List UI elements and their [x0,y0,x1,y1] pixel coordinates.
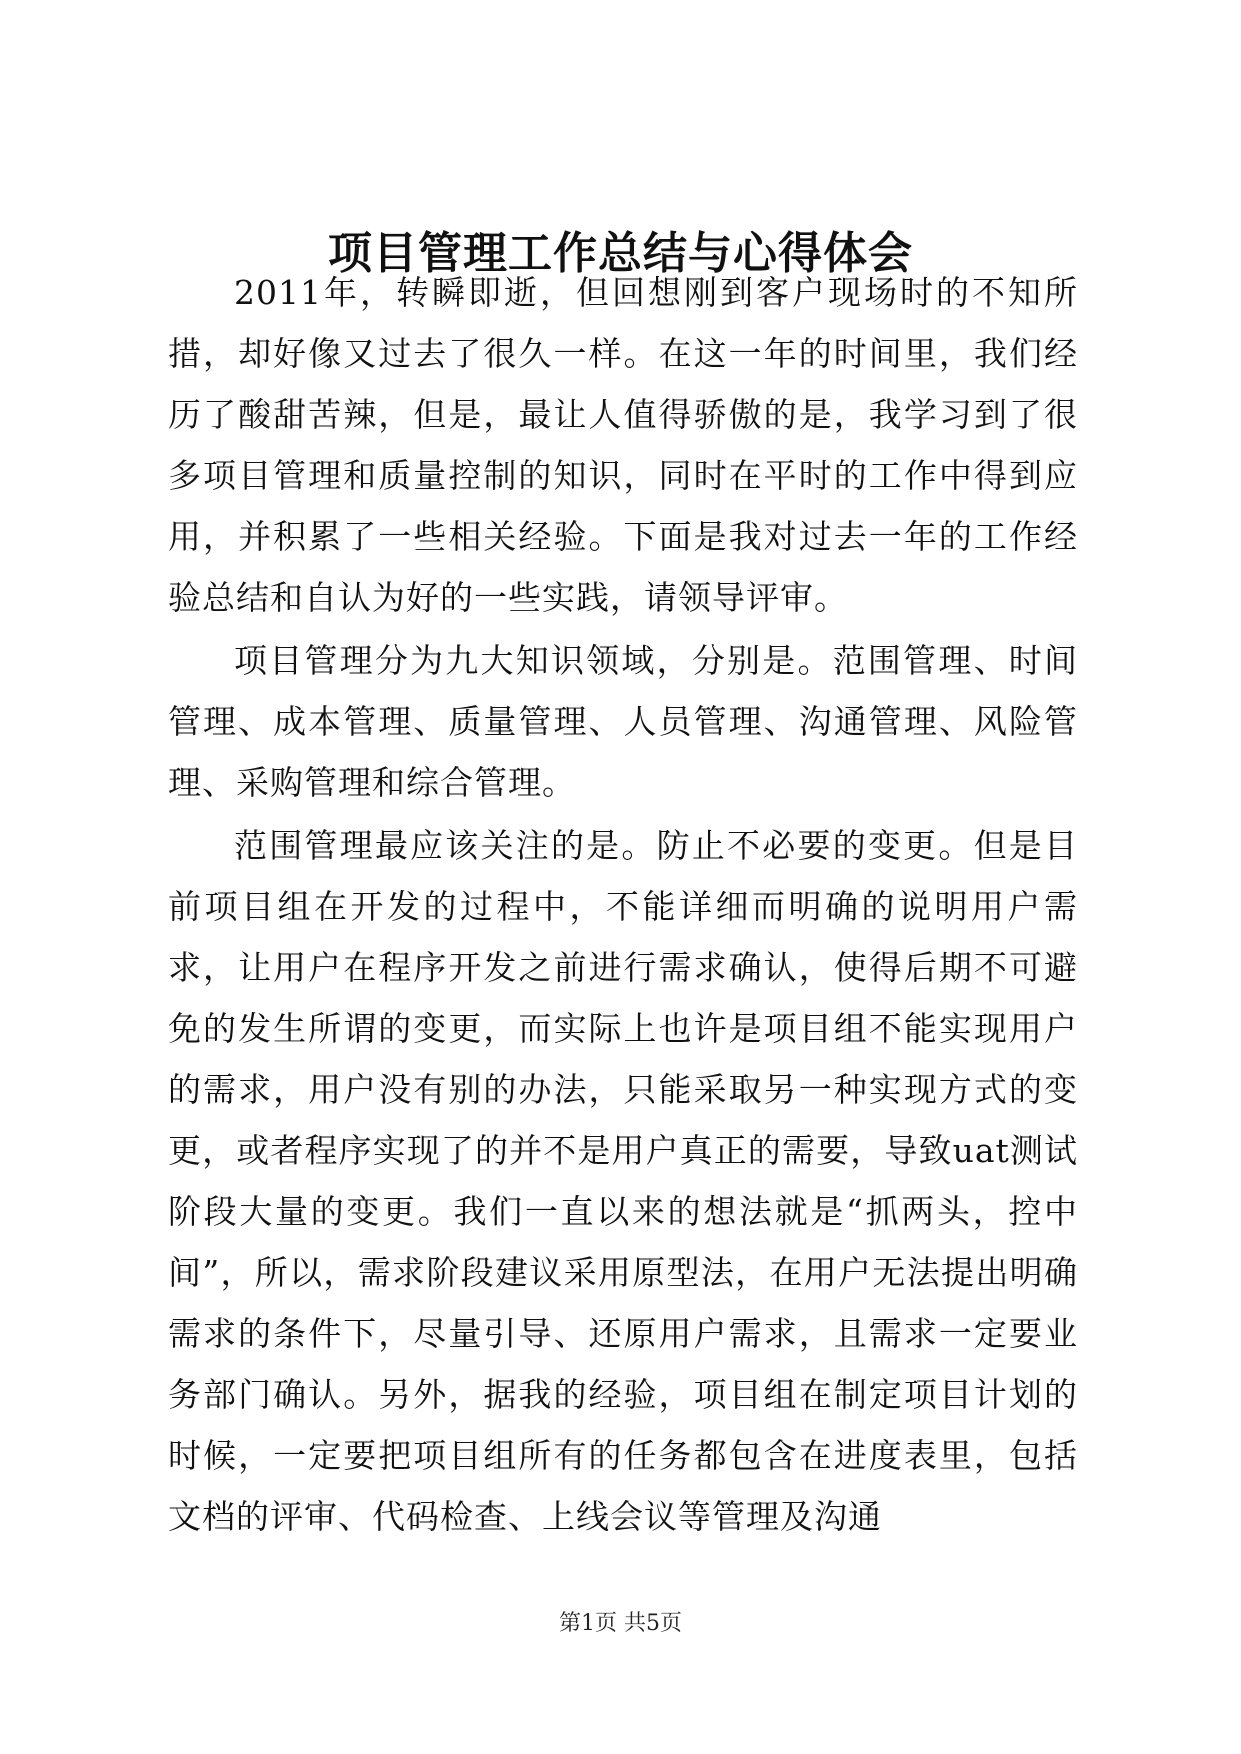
paragraph-scope-management: 范围管理最应该关注的是。防止不必要的变更。但是目前项目组在开发的过程中，不能详细而明确的说明用户需求，让用户在程序开发之前进行需求确认，使得后期不可避免的发生所谓的变更，而实际上也许是项目组不能实现用户的需求，用户没有别的办法，只能采取另一种实现方式的变更，或者程序实现了的并不是用户真正的需要，导致uat测试阶段大量的变更。我们一直以来的想法就是“抓两头，控中间”，所以，需求阶段建议采用原型法，在用户无法提出明确需求的条件下，尽量引导、还原用户需求，且需求一定要业务部门确认。另外，据我的经验，项目组在制定项目计划的时候，一定要把项目组所有的任务都包含在进度表里，包括文档的评审、代码检查、上线会议等管理及沟通 [168,826,1078,1536]
document-title: 项目管理工作总结与心得体会 [328,228,913,279]
document-body [168,262,1078,1549]
page-number-footer: 第1页 共5页 [559,1611,682,1636]
paragraph-intro: 2011年，转瞬即逝，但回想刚到客户现场时的不知所措，却好像又过去了很久一样。在这一年的时间里，我们经历了酸甜苦辣，但是，最让人值得骄傲的是，我学习到了很多项目管理和质量控制的知识，同时在平时的工作中得到应用，并积累了一些相关经验。下面是我对过去一年的工作经验总结和自认为好的一些实践，请领导评审。 [168,273,1078,617]
paragraph-knowledge-areas: 项目管理分为九大知识领域，分别是。范围管理、时间管理、成本管理、质量管理、人员管理、沟通管理、风险管理、采购管理和综合管理。 [168,641,1078,802]
